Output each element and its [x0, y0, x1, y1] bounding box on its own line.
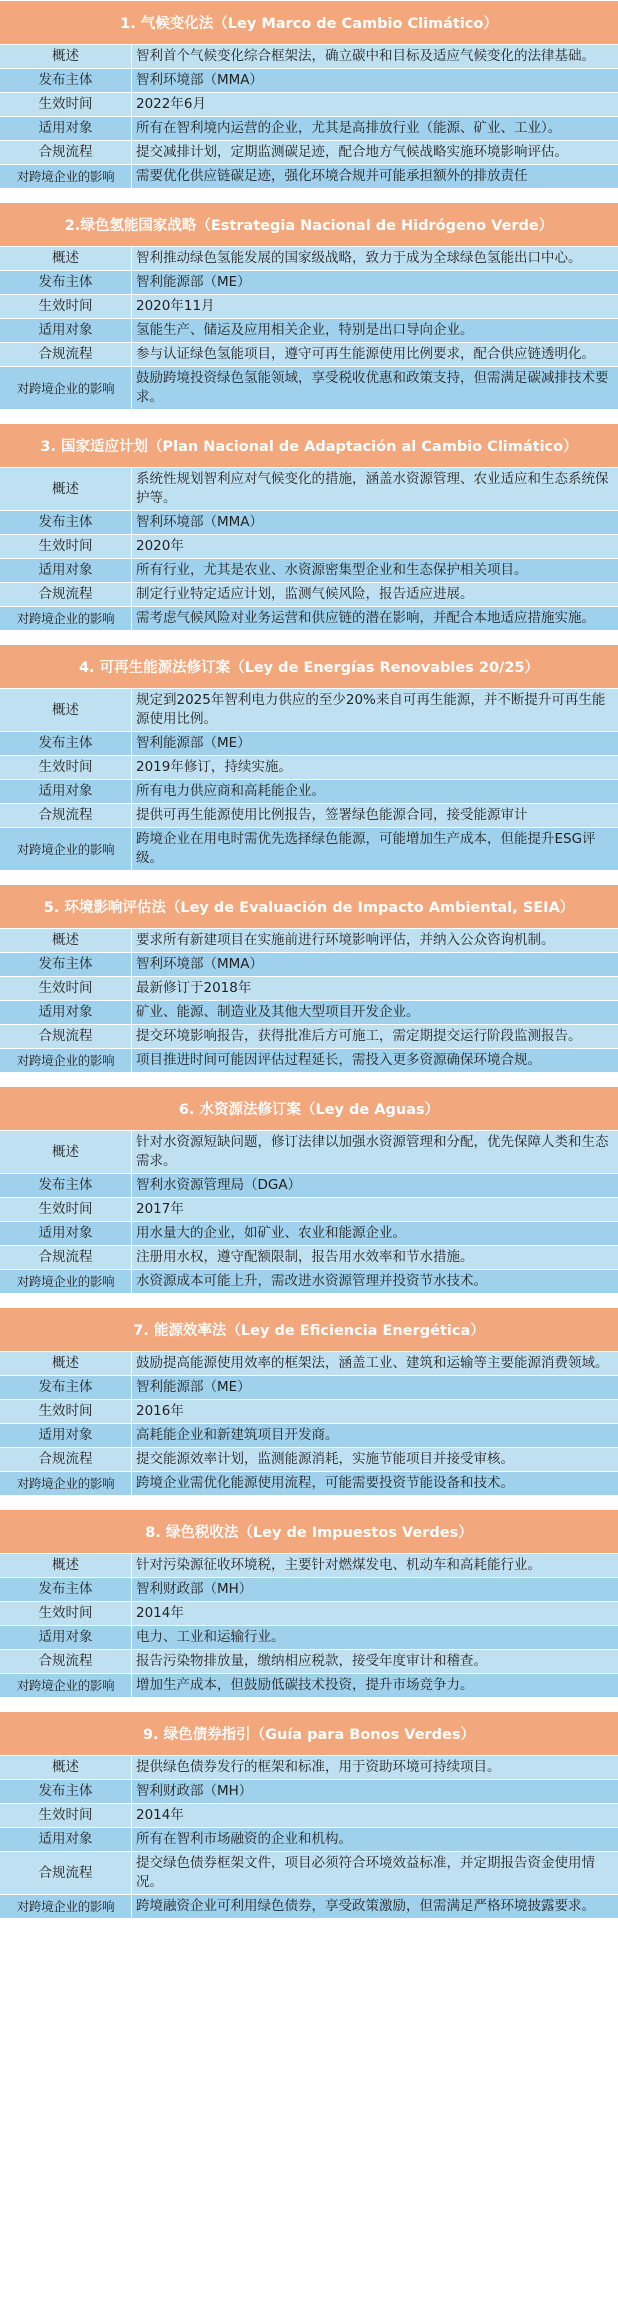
- row-value: 要求所有新建项目在实施前进行环境影响评估，并纳入公众咨询机制。: [136, 932, 555, 948]
- law-section: [0, 644, 618, 884]
- section-title: 3. 国家适应计划（Plan Nacional de Adaptación al Cambio Climático）: [0, 423, 618, 467]
- row-label: 适用对象: [0, 559, 132, 582]
- row-label: 适用对象: [0, 1424, 132, 1447]
- row-value: 所有在智利境内运营的企业，尤其是高排放行业（能源、矿业、工业）。: [136, 120, 562, 136]
- row-label: 概述: [0, 689, 132, 731]
- row-value: 高耗能企业和新建筑项目开发商。: [136, 1427, 339, 1443]
- section-table: [0, 688, 618, 870]
- table-row: [0, 1894, 618, 1918]
- table-row: [0, 1197, 618, 1221]
- row-value: 智利水资源管理局（DGA）: [136, 1177, 302, 1193]
- table-row: [0, 1755, 618, 1779]
- row-label: 合规流程: [0, 1650, 132, 1673]
- row-value: 制定行业特定适应计划，监测气候风险，报告适应进展。: [136, 586, 474, 602]
- row-value: 跨境企业在用电时需优先选择绿色能源，可能增加生产成本，但能提升ESG评级。: [136, 831, 596, 866]
- row-label: 对跨境企业的影响: [0, 165, 132, 188]
- row-label: 对跨境企业的影响: [0, 1895, 132, 1918]
- table-row: [0, 1351, 618, 1375]
- row-label: 生效时间: [0, 756, 132, 779]
- table-row: [0, 116, 618, 140]
- section-spacer: [0, 409, 618, 423]
- row-label: 生效时间: [0, 1198, 132, 1221]
- section-title: 6. 水资源法修订案（Ley de Aguas）: [0, 1086, 618, 1130]
- section-spacer: [0, 188, 618, 202]
- row-label: 适用对象: [0, 117, 132, 140]
- section-table: [0, 1755, 618, 1918]
- row-label: 概述: [0, 1352, 132, 1375]
- row-value: 跨境融资企业可利用绿色债券，享受政策激励，但需满足严格环境披露要求。: [136, 1898, 595, 1914]
- row-label: 生效时间: [0, 1804, 132, 1827]
- row-label: 概述: [0, 1554, 132, 1577]
- row-value: 报告污染物排放量，缴纳相应税款，接受年度审计和稽查。: [136, 1653, 487, 1669]
- row-value: 智利环境部（MMA）: [136, 956, 264, 972]
- row-label: 发布主体: [0, 732, 132, 755]
- row-value: 2020年11月: [136, 298, 215, 314]
- table-row: [0, 164, 618, 188]
- row-value: 智利推动绿色氢能发展的国家级战略，致力于成为全球绿色氢能出口中心。: [136, 250, 582, 266]
- table-row: [0, 246, 618, 270]
- row-label: 适用对象: [0, 780, 132, 803]
- section-table: [0, 1553, 618, 1697]
- row-label: 适用对象: [0, 1828, 132, 1851]
- row-value: 2022年6月: [136, 96, 206, 112]
- law-section: [0, 884, 618, 1086]
- table-row: [0, 803, 618, 827]
- table-row: [0, 1245, 618, 1269]
- row-value: 项目推进时间可能因评估过程延长，需投入更多资源确保环境合规。: [136, 1052, 541, 1068]
- row-value: 提供可再生能源使用比例报告，签署绿色能源合同，接受能源审计: [136, 807, 528, 823]
- row-label: 生效时间: [0, 1400, 132, 1423]
- table-row: [0, 688, 618, 731]
- row-value: 2016年: [136, 1403, 184, 1419]
- section-spacer: [0, 630, 618, 644]
- table-row: [0, 1000, 618, 1024]
- row-label: 概述: [0, 45, 132, 68]
- row-label: 对跨境企业的影响: [0, 828, 132, 870]
- row-label: 对跨境企业的影响: [0, 1674, 132, 1697]
- row-value: 智利环境部（MMA）: [136, 514, 264, 530]
- table-row: [0, 534, 618, 558]
- table-row: [0, 582, 618, 606]
- table-row: [0, 558, 618, 582]
- table-row: [0, 366, 618, 409]
- row-label: 合规流程: [0, 1448, 132, 1471]
- table-row: [0, 606, 618, 630]
- row-value: 需要优化供应链碳足迹，强化环境合规并可能承担额外的排放责任: [136, 168, 528, 184]
- row-value: 最新修订于2018年: [136, 980, 252, 996]
- row-value: 规定到2025年智利电力供应的至少20%来自可再生能源，并不断提升可再生能源使用比例。: [136, 692, 606, 727]
- row-value: 跨境企业需优化能源使用流程，可能需要投资节能设备和技术。: [136, 1475, 514, 1491]
- table-row: [0, 976, 618, 1000]
- row-value: 提交减排计划，定期监测碳足迹，配合地方气候战略实施环境影响评估。: [136, 144, 568, 160]
- row-value: 针对水资源短缺问题，修订法律以加强水资源管理和分配，优先保障人类和生态需求。: [136, 1134, 609, 1169]
- row-value: 提交能源效率计划，监测能源消耗，实施节能项目并接受审核。: [136, 1451, 514, 1467]
- row-label: 概述: [0, 1756, 132, 1779]
- section-spacer: [0, 1697, 618, 1711]
- row-value: 2014年: [136, 1807, 184, 1823]
- row-label: 概述: [0, 1131, 132, 1173]
- row-value: 智利财政部（MH）: [136, 1581, 253, 1597]
- table-row: [0, 510, 618, 534]
- row-value: 增加生产成本，但鼓励低碳技术投资，提升市场竞争力。: [136, 1677, 474, 1693]
- row-value: 水资源成本可能上升，需改进水资源管理并投资节水技术。: [136, 1273, 487, 1289]
- row-value: 提交绿色债券框架文件，项目必须符合环境效益标准，并定期报告资金使用情况。: [136, 1855, 595, 1890]
- row-value: 所有在智利市场融资的企业和机构。: [136, 1831, 352, 1847]
- row-label: 合规流程: [0, 1246, 132, 1269]
- row-label: 发布主体: [0, 1376, 132, 1399]
- row-label: 合规流程: [0, 1025, 132, 1048]
- table-row: [0, 1673, 618, 1697]
- row-value: 鼓励跨境投资绿色氢能领域，享受税收优惠和政策支持，但需满足碳减排技术要求。: [136, 370, 609, 405]
- row-value: 智利环境部（MMA）: [136, 72, 264, 88]
- law-section: [0, 1086, 618, 1307]
- law-section: [0, 202, 618, 423]
- row-label: 合规流程: [0, 343, 132, 366]
- table-row: [0, 1375, 618, 1399]
- row-value: 提供绿色债券发行的框架和标准，用于资助环境可持续项目。: [136, 1759, 501, 1775]
- table-row: [0, 1024, 618, 1048]
- table-row: [0, 318, 618, 342]
- row-label: 发布主体: [0, 1174, 132, 1197]
- table-row: [0, 1827, 618, 1851]
- row-value: 矿业、能源、制造业及其他大型项目开发企业。: [136, 1004, 420, 1020]
- table-row: [0, 1577, 618, 1601]
- row-label: 合规流程: [0, 583, 132, 606]
- row-label: 对跨境企业的影响: [0, 1049, 132, 1072]
- row-label: 适用对象: [0, 319, 132, 342]
- table-row: [0, 140, 618, 164]
- table-row: [0, 1447, 618, 1471]
- table-row: [0, 1803, 618, 1827]
- row-label: 发布主体: [0, 69, 132, 92]
- row-label: 生效时间: [0, 295, 132, 318]
- row-label: 对跨境企业的影响: [0, 1472, 132, 1495]
- row-value: 用水量大的企业，如矿业、农业和能源企业。: [136, 1225, 406, 1241]
- table-row: [0, 92, 618, 116]
- row-label: 概述: [0, 247, 132, 270]
- row-value: 电力、工业和运输行业。: [136, 1629, 285, 1645]
- row-label: 适用对象: [0, 1222, 132, 1245]
- row-value: 所有行业，尤其是农业、水资源密集型企业和生态保护相关项目。: [136, 562, 528, 578]
- table-row: [0, 44, 618, 68]
- table-row: [0, 779, 618, 803]
- row-value: 智利能源部（ME）: [136, 274, 251, 290]
- section-table: [0, 1351, 618, 1495]
- row-value: 2020年: [136, 538, 184, 554]
- table-row: [0, 1649, 618, 1673]
- table-row: [0, 294, 618, 318]
- row-label: 发布主体: [0, 1578, 132, 1601]
- row-value: 智利财政部（MH）: [136, 1783, 253, 1799]
- table-row: [0, 1601, 618, 1625]
- law-section: [0, 0, 618, 202]
- table-row: [0, 1779, 618, 1803]
- row-label: 发布主体: [0, 511, 132, 534]
- table-row: [0, 270, 618, 294]
- row-label: 适用对象: [0, 1626, 132, 1649]
- row-value: 需考虑气候风险对业务运营和供应链的潜在影响，并配合本地适应措施实施。: [136, 610, 595, 626]
- section-title: 4. 可再生能源法修订案（Ley de Energías Renovables 20/25）: [0, 644, 618, 688]
- row-value: 参与认证绿色氢能项目，遵守可再生能源使用比例要求，配合供应链透明化。: [136, 346, 595, 362]
- row-value: 氢能生产、储运及应用相关企业，特别是出口导向企业。: [136, 322, 474, 338]
- row-label: 生效时间: [0, 535, 132, 558]
- table-row: [0, 1130, 618, 1173]
- table-row: [0, 1553, 618, 1577]
- table-row: [0, 1048, 618, 1072]
- row-label: 合规流程: [0, 1852, 132, 1894]
- row-label: 对跨境企业的影响: [0, 367, 132, 409]
- table-row: [0, 1423, 618, 1447]
- row-label: 生效时间: [0, 93, 132, 116]
- row-label: 概述: [0, 929, 132, 952]
- row-value: 智利首个气候变化综合框架法，确立碳中和目标及适应气候变化的法律基础。: [136, 48, 595, 64]
- table-row: [0, 1399, 618, 1423]
- row-value: 提交环境影响报告，获得批准后方可施工，需定期提交运行阶段监测报告。: [136, 1028, 582, 1044]
- section-spacer: [0, 1072, 618, 1086]
- table-row: [0, 827, 618, 870]
- table-row: [0, 1851, 618, 1894]
- section-table: [0, 246, 618, 409]
- table-row: [0, 467, 618, 510]
- section-table: [0, 467, 618, 630]
- law-section: [0, 1307, 618, 1509]
- row-label: 合规流程: [0, 141, 132, 164]
- table-row: [0, 342, 618, 366]
- law-section: [0, 1711, 618, 1918]
- section-table: [0, 1130, 618, 1293]
- row-value: 智利能源部（ME）: [136, 1379, 251, 1395]
- row-value: 注册用水权，遵守配额限制，报告用水效率和节水措施。: [136, 1249, 474, 1265]
- row-label: 概述: [0, 468, 132, 510]
- row-label: 适用对象: [0, 1001, 132, 1024]
- table-row: [0, 1221, 618, 1245]
- row-label: 生效时间: [0, 1602, 132, 1625]
- law-section: [0, 1509, 618, 1711]
- section-spacer: [0, 1293, 618, 1307]
- section-spacer: [0, 870, 618, 884]
- row-label: 生效时间: [0, 977, 132, 1000]
- table-row: [0, 1625, 618, 1649]
- row-value: 智利能源部（ME）: [136, 735, 251, 751]
- row-value: 鼓励提高能源使用效率的框架法，涵盖工业、建筑和运输等主要能源消费领域。: [136, 1355, 609, 1371]
- row-value: 2019年修订，持续实施。: [136, 759, 292, 775]
- row-label: 发布主体: [0, 271, 132, 294]
- section-spacer: [0, 1495, 618, 1509]
- table-row: [0, 928, 618, 952]
- section-title: 5. 环境影响评估法（Ley de Evaluación de Impacto Ambiental, SEIA）: [0, 884, 618, 928]
- row-label: 合规流程: [0, 804, 132, 827]
- row-value: 2014年: [136, 1605, 184, 1621]
- table-row: [0, 1269, 618, 1293]
- table-row: [0, 1173, 618, 1197]
- row-label: 对跨境企业的影响: [0, 607, 132, 630]
- section-title: 2.绿色氢能国家战略（Estrategia Nacional de Hidrógeno Verde）: [0, 202, 618, 246]
- row-label: 发布主体: [0, 1780, 132, 1803]
- table-row: [0, 755, 618, 779]
- law-section: [0, 423, 618, 644]
- section-title: 9. 绿色债券指引（Guía para Bonos Verdes）: [0, 1711, 618, 1755]
- row-value: 系统性规划智利应对气候变化的措施，涵盖水资源管理、农业适应和生态系统保护等。: [136, 471, 609, 506]
- table-row: [0, 952, 618, 976]
- row-label: 发布主体: [0, 953, 132, 976]
- section-table: [0, 44, 618, 188]
- table-row: [0, 1471, 618, 1495]
- section-title: 8. 绿色税收法（Ley de Impuestos Verdes）: [0, 1509, 618, 1553]
- row-label: 对跨境企业的影响: [0, 1270, 132, 1293]
- section-title: 7. 能源效率法（Ley de Eficiencia Energética）: [0, 1307, 618, 1351]
- row-value: 2017年: [136, 1201, 184, 1217]
- table-row: [0, 68, 618, 92]
- section-title: 1. 气候变化法（Ley Marco de Cambio Climático）: [0, 0, 618, 44]
- row-value: 所有电力供应商和高耗能企业。: [136, 783, 325, 799]
- table-row: [0, 731, 618, 755]
- section-table: [0, 928, 618, 1072]
- row-value: 针对污染源征收环境税，主要针对燃煤发电、机动车和高耗能行业。: [136, 1557, 541, 1573]
